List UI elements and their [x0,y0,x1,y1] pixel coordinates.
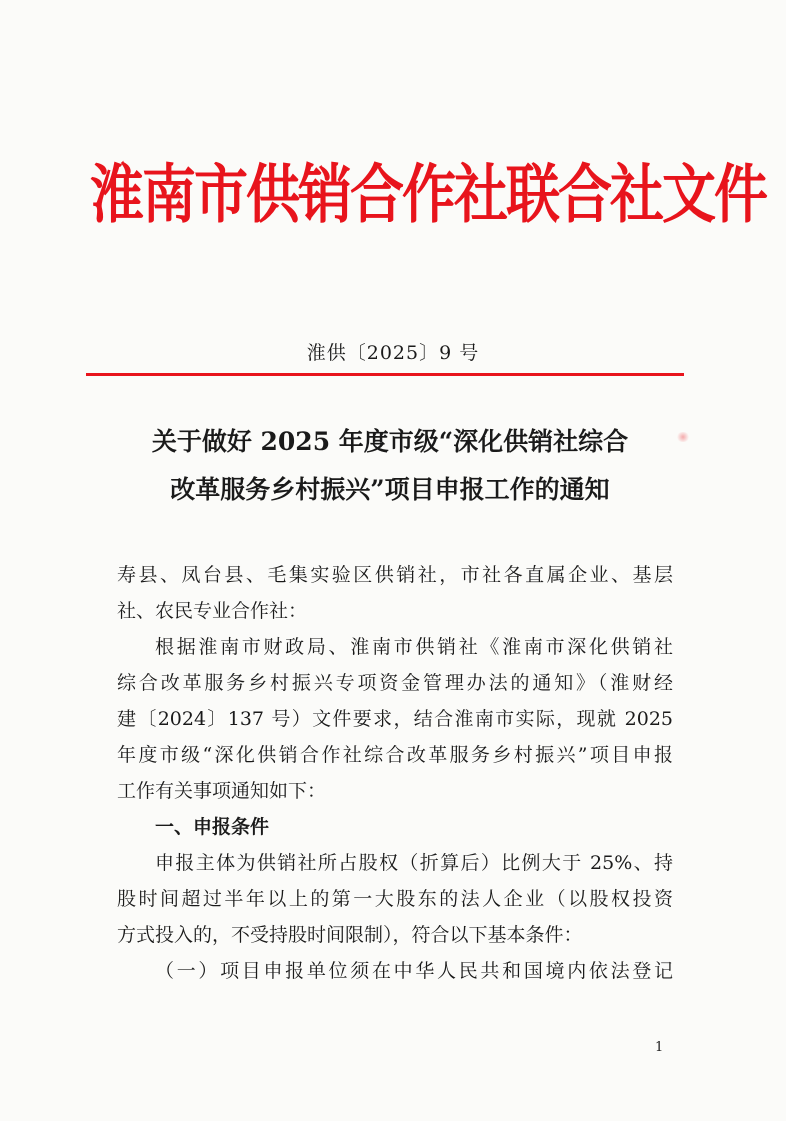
body-line-paragraph: 申报主体为供销社所占股权（折算后）比例大于 25%、持 [155,852,673,874]
letterhead-title: 淮南市供销合作社联合社文件 [90,157,766,232]
body-line-paragraph: 方式投入的，不受持股时间限制），符合以下基本条件： [117,924,583,946]
notice-title-line: 关于做好 2025 年度市级“深化供销社综合 [151,427,629,456]
body-line-paragraph: 工作有关事项通知如下： [117,780,327,802]
body-line-paragraph: 根据淮南市财政局、淮南市供销社《淮南市深化供销社 [155,636,673,658]
body-line-paragraph: 建〔2024〕137 号）文件要求，结合淮南市实际，现就 2025 [117,708,673,730]
body-line-recipients: 社、农民专业合作社： [117,600,308,622]
notice-title-line: 改革服务乡村振兴”项目申报工作的通知 [170,475,610,504]
section-heading: 一、申报条件 [155,816,270,838]
body-line-paragraph: 年度市级“深化供销合作社综合改革服务乡村振兴”项目申报 [117,744,673,766]
red-divider-line [86,373,684,376]
body-line-paragraph: （一）项目申报单位须在中华人民共和国境内依法登记 [155,960,673,982]
body-line-recipients: 寿县、凤台县、毛集实验区供销社，市社各直属企业、基层 [117,564,673,586]
notice-body [117,557,673,989]
body-line-paragraph: 股时间超过半年以上的第一大股东的法人企业（以股权投资 [117,888,673,910]
body-line-paragraph: 综合改革服务乡村振兴专项资金管理办法的通知》（淮财经 [117,672,673,694]
page-number: 1 [655,1040,664,1055]
document-number: 淮供〔2025〕9 号 [306,342,480,364]
notice-title [80,418,700,514]
